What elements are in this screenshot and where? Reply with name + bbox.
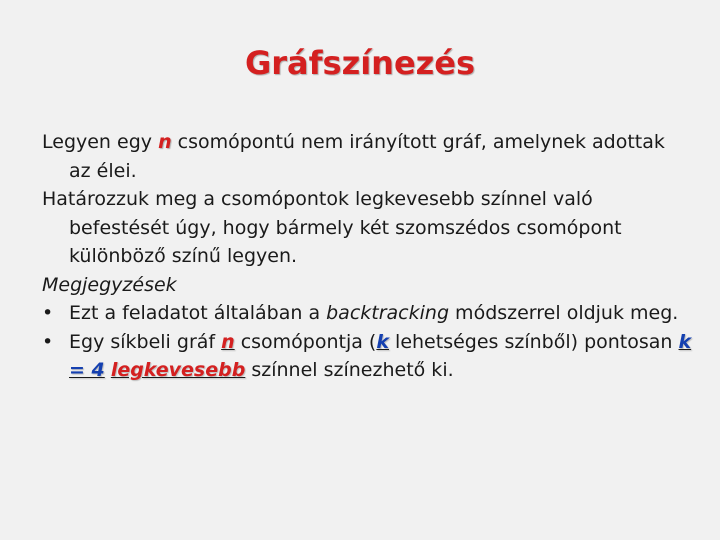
text: módszerrel oldjuk meg. — [449, 302, 679, 324]
paragraph-graph-definition — [42, 128, 692, 185]
slide-body — [42, 128, 692, 385]
text: Legyen egy — [42, 131, 159, 153]
term-legkevesebb: legkevesebb — [110, 359, 246, 381]
text: csomópontú nem irányított gráf, amelynek adottak az élei. — [69, 131, 665, 182]
var-n: n — [158, 131, 172, 153]
text: színnel színezhető ki. — [245, 359, 454, 381]
bullet-icon: • — [42, 302, 54, 324]
bullet-icon: • — [42, 330, 54, 353]
bullet-item-planar-graph — [42, 328, 692, 385]
slide-title: Gráfszínezés — [244, 44, 476, 82]
text: Egy síkbeli gráf — [69, 330, 222, 353]
text: csomópontja ( — [234, 330, 377, 353]
k-equals-4: k = 4 — [69, 330, 692, 381]
var-k: k — [376, 330, 389, 353]
term-backtracking: backtracking — [326, 302, 450, 324]
bullet-item-backtracking — [42, 299, 692, 328]
text: lehetséges színből) pontosan — [389, 330, 679, 353]
paragraph-task: Határozzuk meg a csomópontok legkevesebb színnel való befestését úgy, hogy bármely két szomszédos csomópont különböző színű legyen. — [42, 188, 622, 267]
var-n: n — [221, 330, 235, 353]
notes-heading: Megjegyzések — [42, 273, 177, 296]
text: Ezt a feladatot általában a — [69, 302, 327, 324]
